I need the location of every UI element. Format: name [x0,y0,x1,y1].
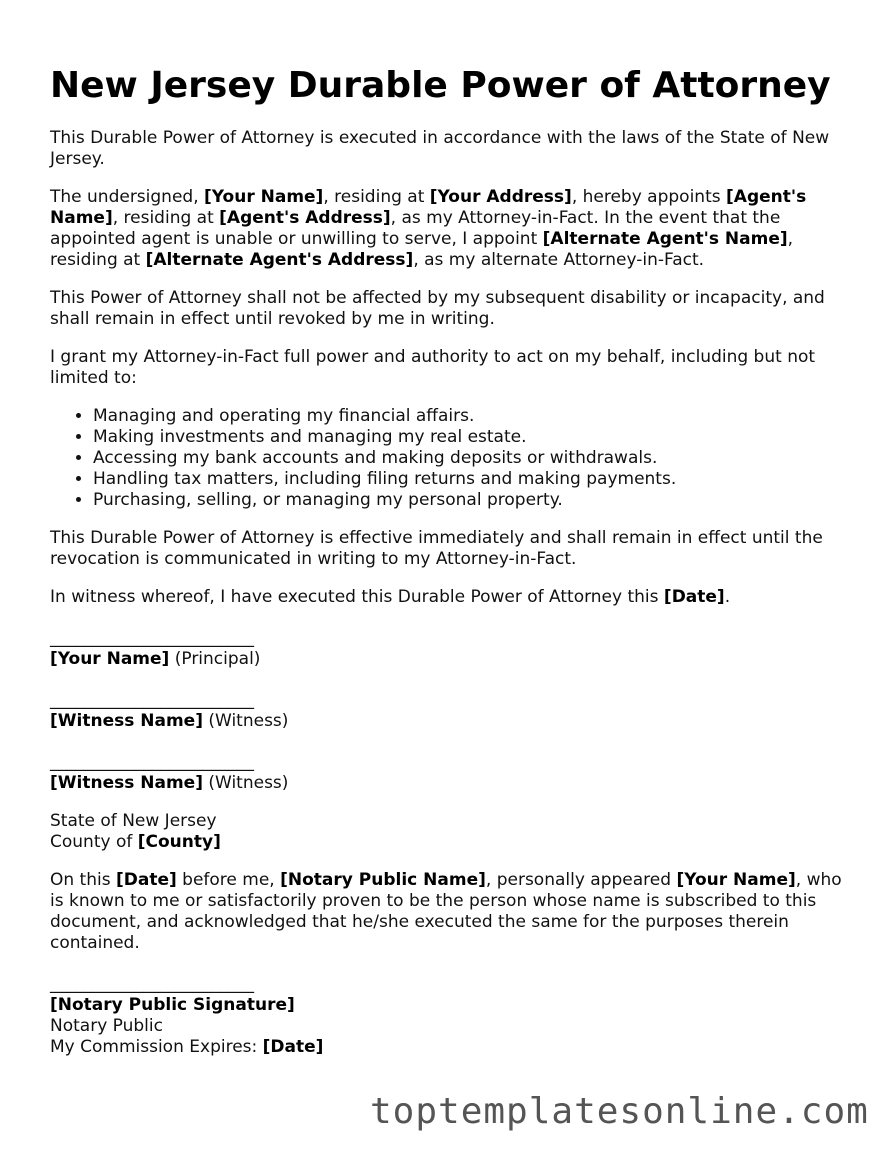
grant-paragraph: I grant my Attorney-in-Fact full power and authority to act on my behalf, including but not limited to: [50,347,816,388]
text: , residing at [323,187,430,207]
text: On this [50,870,116,890]
text: . [724,587,731,607]
text: My Commission Expires: [50,1037,263,1057]
placeholder-witness-name: [Witness Name] [50,773,203,793]
signature-role: (Witness) [202,711,289,731]
placeholder-date: [Date] [115,870,177,890]
placeholder-notary-signature: [Notary Public Signature] [50,995,295,1015]
venue-county [50,832,850,853]
commission-expires [50,1037,850,1058]
list-item: • Accessing my bank accounts and making deposits or withdrawals. [93,448,850,469]
signature-role: (Witness) [202,773,289,793]
text: before me, [176,870,281,890]
placeholder-your-address: [Your Address] [429,187,572,207]
text: The undersigned, [50,187,205,207]
appointment-paragraph [50,187,850,271]
placeholder-notary-name: [Notary Public Name] [280,870,486,890]
placeholder-your-name: [Your Name] [204,187,324,207]
placeholder-alternate-agent-name: [Alternate Agent's Name] [542,229,788,249]
signature-line: ________________________ [50,690,254,710]
signature-caption [50,649,850,670]
intro-paragraph: This Durable Power of Attorney is executed in accordance with the laws of the State of New Jersey. [50,128,830,169]
placeholder-date: [Date] [262,1037,324,1057]
placeholder-agent-address: [Agent's Address] [219,208,391,228]
venue-state: State of New Jersey [50,811,217,831]
list-item: • Handling tax matters, including filing returns and making payments. [93,469,850,490]
witness-paragraph [50,587,850,608]
effective-paragraph: This Durable Power of Attorney is effective immediately and shall remain in effect until the revocation is communicated in writing to my Attorney-in-Fact. [50,528,823,569]
text: , as my alternate Attorney-in-Fact. [413,250,705,270]
principal-signature-block [50,628,850,670]
venue-block [50,811,850,853]
placeholder-county: [County] [137,832,221,852]
witness-signature-block-2 [50,752,850,794]
watermark: toptemplatesonline.com [370,1091,869,1132]
placeholder-witness-name: [Witness Name] [50,711,203,731]
signature-role: (Principal) [169,649,261,669]
signature-line: ________________________ [50,628,254,648]
notary-signature-caption [50,995,850,1016]
durability-paragraph: This Power of Attorney shall not be affected by my subsequent disability or incapacity, and shall remain in effect until revoked by me in writing. [50,288,825,329]
signature-line: ________________________ [50,752,254,772]
signature-caption [50,711,850,732]
text: , hereby appoints [571,187,727,207]
placeholder-your-name: [Your Name] [676,870,796,890]
signature-line: ________________________ [50,974,254,994]
text: , residing at [112,208,220,228]
signature-caption [50,773,850,794]
text: , personally appeared [485,870,677,890]
notary-signature-block [50,974,850,1058]
text: , who is known to me or satisfactorily proven to be the person whose name is subscribed to this document, and acknowledged that he/she executed the same for the purposes therein contained. [50,870,842,953]
notary-title: Notary Public [50,1016,163,1036]
document-page [50,52,850,1075]
list-item: • Purchasing, selling, or managing my personal property. [93,490,850,511]
placeholder-agent-name: [Agent's Name] [50,187,807,228]
placeholder-your-name: [Your Name] [50,649,170,669]
text: , residing at [50,229,794,270]
powers-list [50,406,850,511]
placeholder-alternate-agent-address: [Alternate Agent's Address] [145,250,414,270]
text: , as my Attorney-in-Fact. In the event that the appointed agent is unable or unwilling to serve, I appoint [50,208,781,249]
notary-acknowledgment-paragraph [50,870,850,954]
document-title: New Jersey Durable Power of Attorney [50,65,831,106]
list-item: • Managing and operating my financial affairs. [93,406,850,427]
text: In witness whereof, I have executed this Durable Power of Attorney this [50,587,664,607]
text: County of [50,832,138,852]
list-item: • Making investments and managing my real estate. [93,427,850,448]
witness-signature-block-1 [50,690,850,732]
placeholder-date: [Date] [663,587,725,607]
